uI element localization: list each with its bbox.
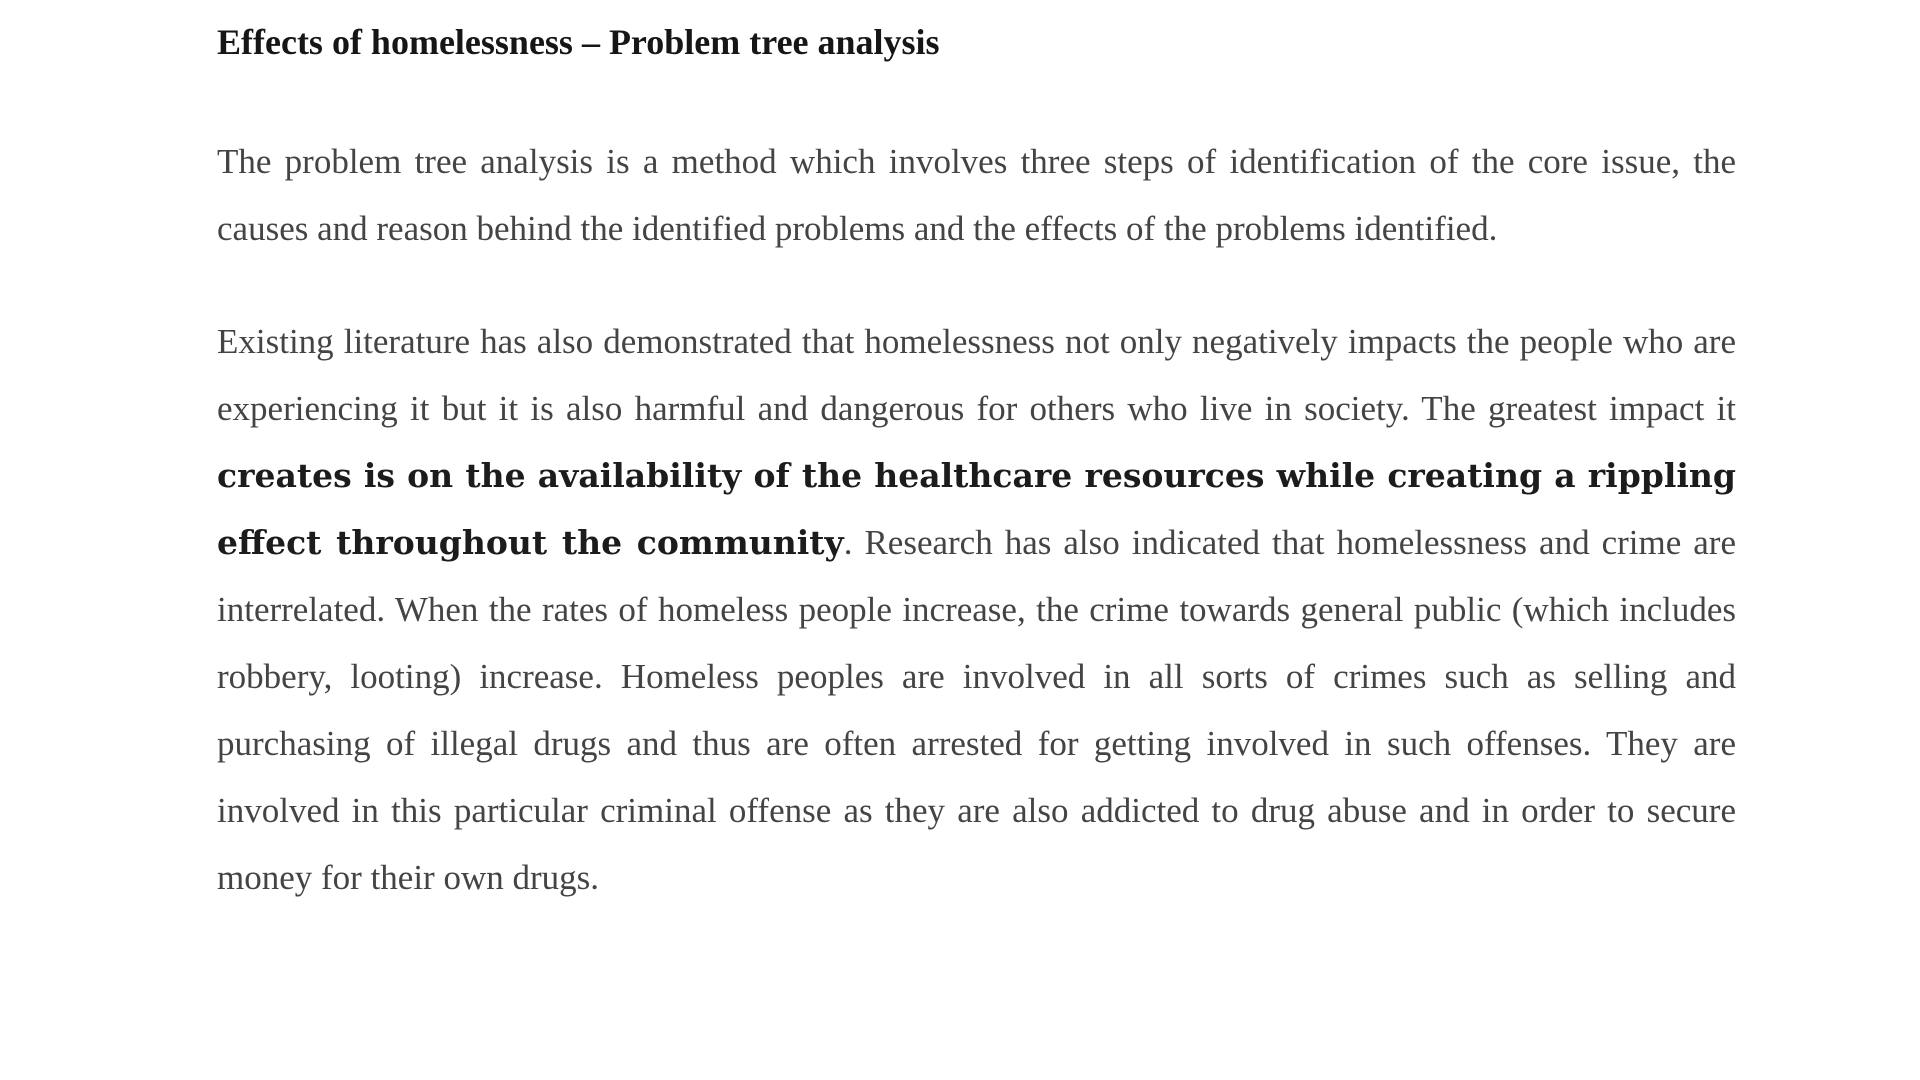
paragraph-effects-bold-text: creates is on the availability of the healthcare resources while creating a rippling effect throughout the community xyxy=(217,456,1736,562)
paragraph-problem-tree-method: The problem tree analysis is a method which involves three steps of identification of the core issue, the causes and reason behind the identified problems and the effects of the problems identified. xyxy=(217,142,1736,248)
document-page xyxy=(217,18,1736,957)
paragraph-effects-text-start: Existing literature has also demonstrated that homelessness not only negatively impacts the people who are experiencing it but it is also harmful and dangerous for others who live in society. The greatest impact it xyxy=(217,322,1736,428)
document-heading: Effects of homelessness – Problem tree analysis xyxy=(217,22,940,62)
paragraph-effects xyxy=(217,308,1736,911)
paragraph-effects-text-end: . Research has also indicated that homelessness and crime are interrelated. When the rates of homeless people increase, the crime towards general public (which includes robbery, looting) increase. Homeless peoples are involved in all sorts of crimes such as selling and purchasing of illegal drugs and thus are often arrested for getting involved in such offenses. They are involved in this particular criminal offense as they are also addicted to drug abuse and in order to secure money for their own drugs. xyxy=(217,523,1736,897)
